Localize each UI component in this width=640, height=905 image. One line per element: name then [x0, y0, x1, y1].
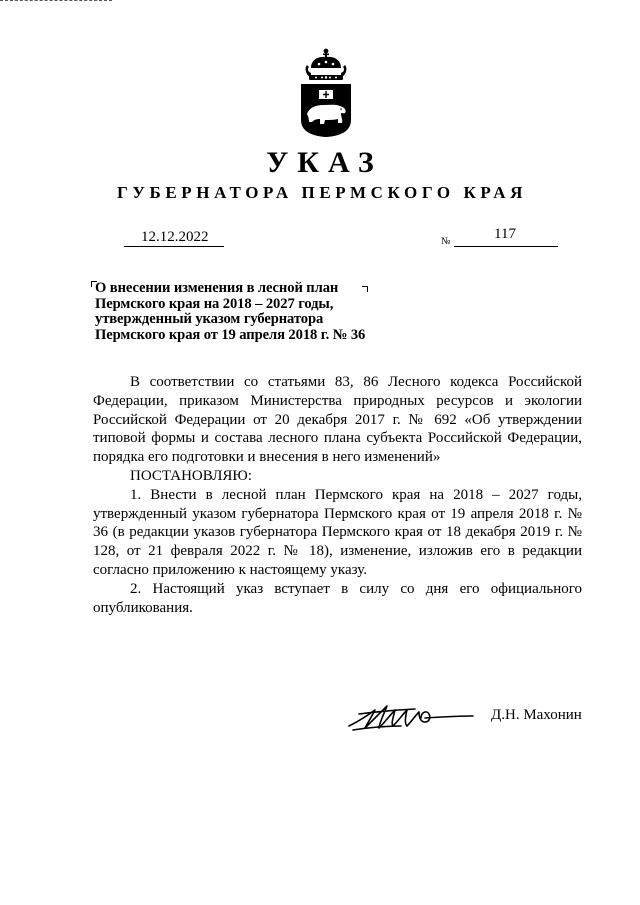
number-label: № [441, 236, 451, 247]
document-body [93, 373, 582, 617]
item-1-paragraph: 1. Внести в лесной план Пермского края на 2018 – 2027 годы, утвержденный указом губернатора Пермского края от 19 апреля 2018 г. № 36 (в редакции указов губернатора Пермского края от 18 декабря 2019 г. № 128, от 21 февраля 2022 г. № 18), изменение, изложив его в редакции согласно приложению к настоящему указу. [93, 486, 582, 578]
date-underline [124, 246, 224, 247]
handwritten-signature-icon [345, 696, 475, 736]
coat-of-arms-icon [297, 48, 355, 138]
scan-edge-line [0, 0, 112, 1]
heading-line: О внесении изменения в лесной план [95, 280, 339, 296]
signer-name: Д.Н. Махонин [491, 707, 582, 723]
preamble-paragraph: В соответствии со статьями 83, 86 Лесного кодекса Российской Федерации, приказом Министерства природных ресурсов и экологии Российской Федерации от 20 декабря 2017 г. № 692 «Об утверждении типовой формы и состава лесного плана субъекта Российской Федерации, порядка его подготовки и внесения в него изменений» [93, 374, 582, 466]
document-heading [95, 281, 395, 343]
heading-line: Пермского края от 19 апреля 2018 г. № 36 [95, 326, 366, 343]
item-2-paragraph: 2. Настоящий указ вступает в силу со дня его официального опубликования. [93, 580, 582, 616]
number-underline [454, 246, 558, 247]
document-title: УКАЗ [266, 146, 383, 179]
resolve-paragraph: ПОСТАНОВЛЯЮ: [130, 467, 252, 484]
document-number: 117 [494, 226, 516, 242]
document-subtitle: ГУБЕРНАТОРА ПЕРМСКОГО КРАЯ [117, 183, 527, 202]
heading-line: утвержденный указом губернатора [95, 311, 324, 327]
heading-line: Пермского края на 2018 – 2027 годы, [95, 295, 334, 312]
document-date: 12.12.2022 [141, 229, 209, 245]
